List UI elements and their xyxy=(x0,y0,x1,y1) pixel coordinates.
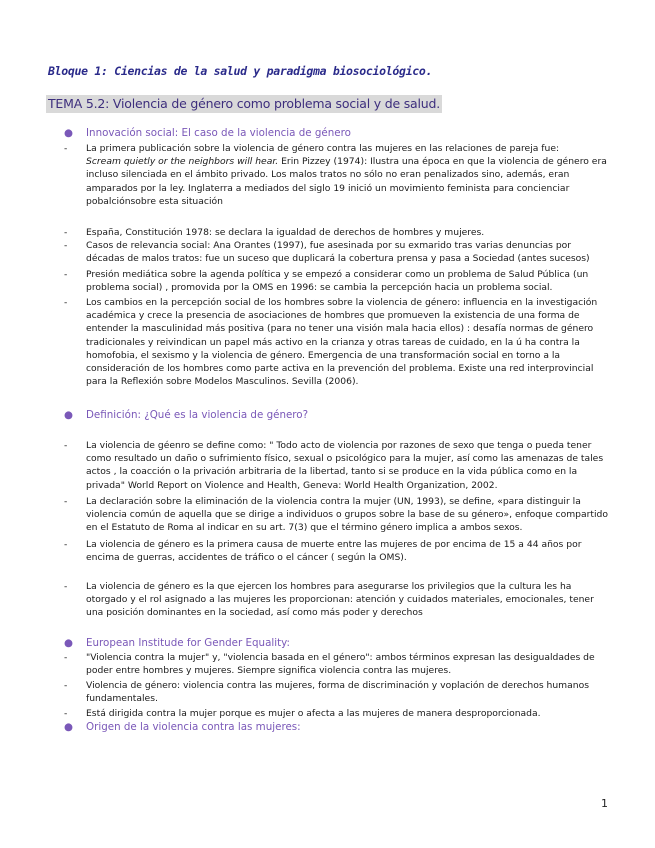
section-label: European Institude for Gender Equality: xyxy=(86,637,290,649)
dash-icon: - xyxy=(64,269,68,280)
bullet-icon: ● xyxy=(64,127,73,139)
list-item xyxy=(64,538,609,564)
block-title: Bloque 1: Ciencias de la salud y paradigma biosociológico. xyxy=(48,64,433,78)
list-item xyxy=(64,707,609,720)
list-item xyxy=(64,268,609,294)
dash-icon: - xyxy=(64,496,68,507)
list-item xyxy=(64,239,609,265)
tema-heading: TEMA 5.2: Violencia de género como problema social y de salud. xyxy=(48,96,441,111)
list-item-text: La violencia de género es la primera causa de muerte entre las mujeres de por encima de 15 a 44 años por encima de guerras, accidentes de tráfico o el cáncer ( según la OMS). xyxy=(86,539,582,564)
bullet-icon: ● xyxy=(64,409,73,421)
list-item xyxy=(64,226,609,239)
list-item xyxy=(64,296,609,388)
list-item-text: Está dirigida contra la mujer porque es mujer o afecta a las mujeres de manera desproporcionada. xyxy=(86,708,541,719)
page-number: 1 xyxy=(601,797,608,810)
list-item xyxy=(64,651,609,677)
list-item-text: Los cambios en la percepción social de los hombres sobre la violencia de género: influencia en la investigación académica y crece la presencia de asociaciones de hombres que promueven la existencia de una forma de entender la masculinidad más positiva (para no tener una visión mala hacia ellos) : desafía normas de género tradicionales y reivindican un papel más activo en la crianza y otras tareas de cuidado, en la ú ha contra la homofobia, el sexismo y la violencia de género. Emergencia de una transformación social en torno a la consideración de los hombres como parte activa en la prevención del problema. Existe una red interprovincial para la Reflexión sobre Modelos Masculinos. Sevilla (2006). xyxy=(86,297,598,388)
list-item xyxy=(64,580,609,620)
dash-icon: - xyxy=(64,680,68,691)
list-item-text xyxy=(86,142,609,208)
section-label: Origen de la violencia contra las mujeres: xyxy=(86,721,301,733)
dash-icon: - xyxy=(64,440,68,451)
list-item-text: Presión mediática sobre la agenda política y se empezó a considerar como un problema de Salud Pública (un problema social) , promovida por la OMS en 1996: se cambia la percepción hacia un problema social. xyxy=(86,269,589,294)
list-item-text: Casos de relevancia social: Ana Orantes (1997), fue asesinada por su exmarido tras varias denuncias por décadas de malos tratos: fue un suceso que duplicará la cobertura prensa y pasa a Sociedad (antes sucesos) xyxy=(86,240,590,265)
book-title: Scream quietly or the neighbors will hear. xyxy=(86,156,279,168)
dash-icon: - xyxy=(64,581,68,592)
dash-icon: - xyxy=(64,227,68,238)
list-item-text: "Violencia contra la mujer" y, "violencia basada en el género": ambos términos expresan las desigualdades de poder entre hombres y mujeres. Siempre significa violencia contra las mujeres. xyxy=(86,652,595,677)
dash-icon: - xyxy=(64,297,68,308)
dash-icon: - xyxy=(64,652,68,663)
dash-icon: - xyxy=(64,143,68,154)
list-item xyxy=(64,679,609,705)
dash-icon: - xyxy=(64,240,68,251)
list-item-text: España, Constitución 1978: se declara la igualdad de derechos de hombres y mujeres. xyxy=(86,227,485,238)
bullet-icon: ● xyxy=(64,721,73,733)
list-item-text: La violencia de géenro se define como: " Todo acto de violencia por razones de sexo que tenga o pueda tener como resultado un daño o sufrimiento físico, sexual o psicológico para la mujer, así como las amenazas de tales actos , la coacción o la privación arbitraria de la libertad, tanto si se produce en la vida pública como en la privada" World Report on Violence and Health, Geneva: World Health Organization, 2002. xyxy=(86,440,604,491)
paragraph-text: La primera publicación sobre la violencia de género contra las mujeres en las relaciones de pareja fue: xyxy=(86,143,560,154)
list-item-text: La violencia de género es la que ejercen los hombres para asegurarse los privilegios que la cultura les ha otorgado y el rol asignado a las mujeres les proporcionan: atención y cuidados materiales, emocionales, tener una posición dominantes en la sociedad, así como más poder y derechos xyxy=(86,581,594,619)
paragraph-text: Erin Pizzey (1974): Ilustra una época en que la violencia de género era incluso silenciada en el ámbito privado. Los malos tratos no sólo no eran penalizados sino, además, eran amparados por la ley. Inglaterra a mediados del siglo 19 inició un movimiento feminista para concienciar pobalciónsobre esta situación xyxy=(86,156,607,207)
list-item-text: Violencia de género: violencia contra las mujeres, forma de discriminación y voplación de derechos humanos fundamentales. xyxy=(86,680,589,705)
list-item xyxy=(64,439,609,492)
dash-icon: - xyxy=(64,708,68,719)
section-label: Definición: ¿Qué es la violencia de género? xyxy=(86,409,309,421)
section-label: Innovación social: El caso de la violencia de género xyxy=(86,127,351,139)
bullet-icon: ● xyxy=(64,637,73,649)
list-item xyxy=(64,495,609,535)
list-item-text: La declaración sobre la eliminación de la violencia contra la mujer (UN, 1993), se define, «para distinguir la violencia común de aquella que se dirige a individuos o grupos sobre la base de su género», enfoque compartido en el Estatuto de Roma al indicar en su art. 7(3) que el término género implica a ambos sexos. xyxy=(86,496,608,534)
list-item xyxy=(64,142,609,208)
dash-icon: - xyxy=(64,539,68,550)
